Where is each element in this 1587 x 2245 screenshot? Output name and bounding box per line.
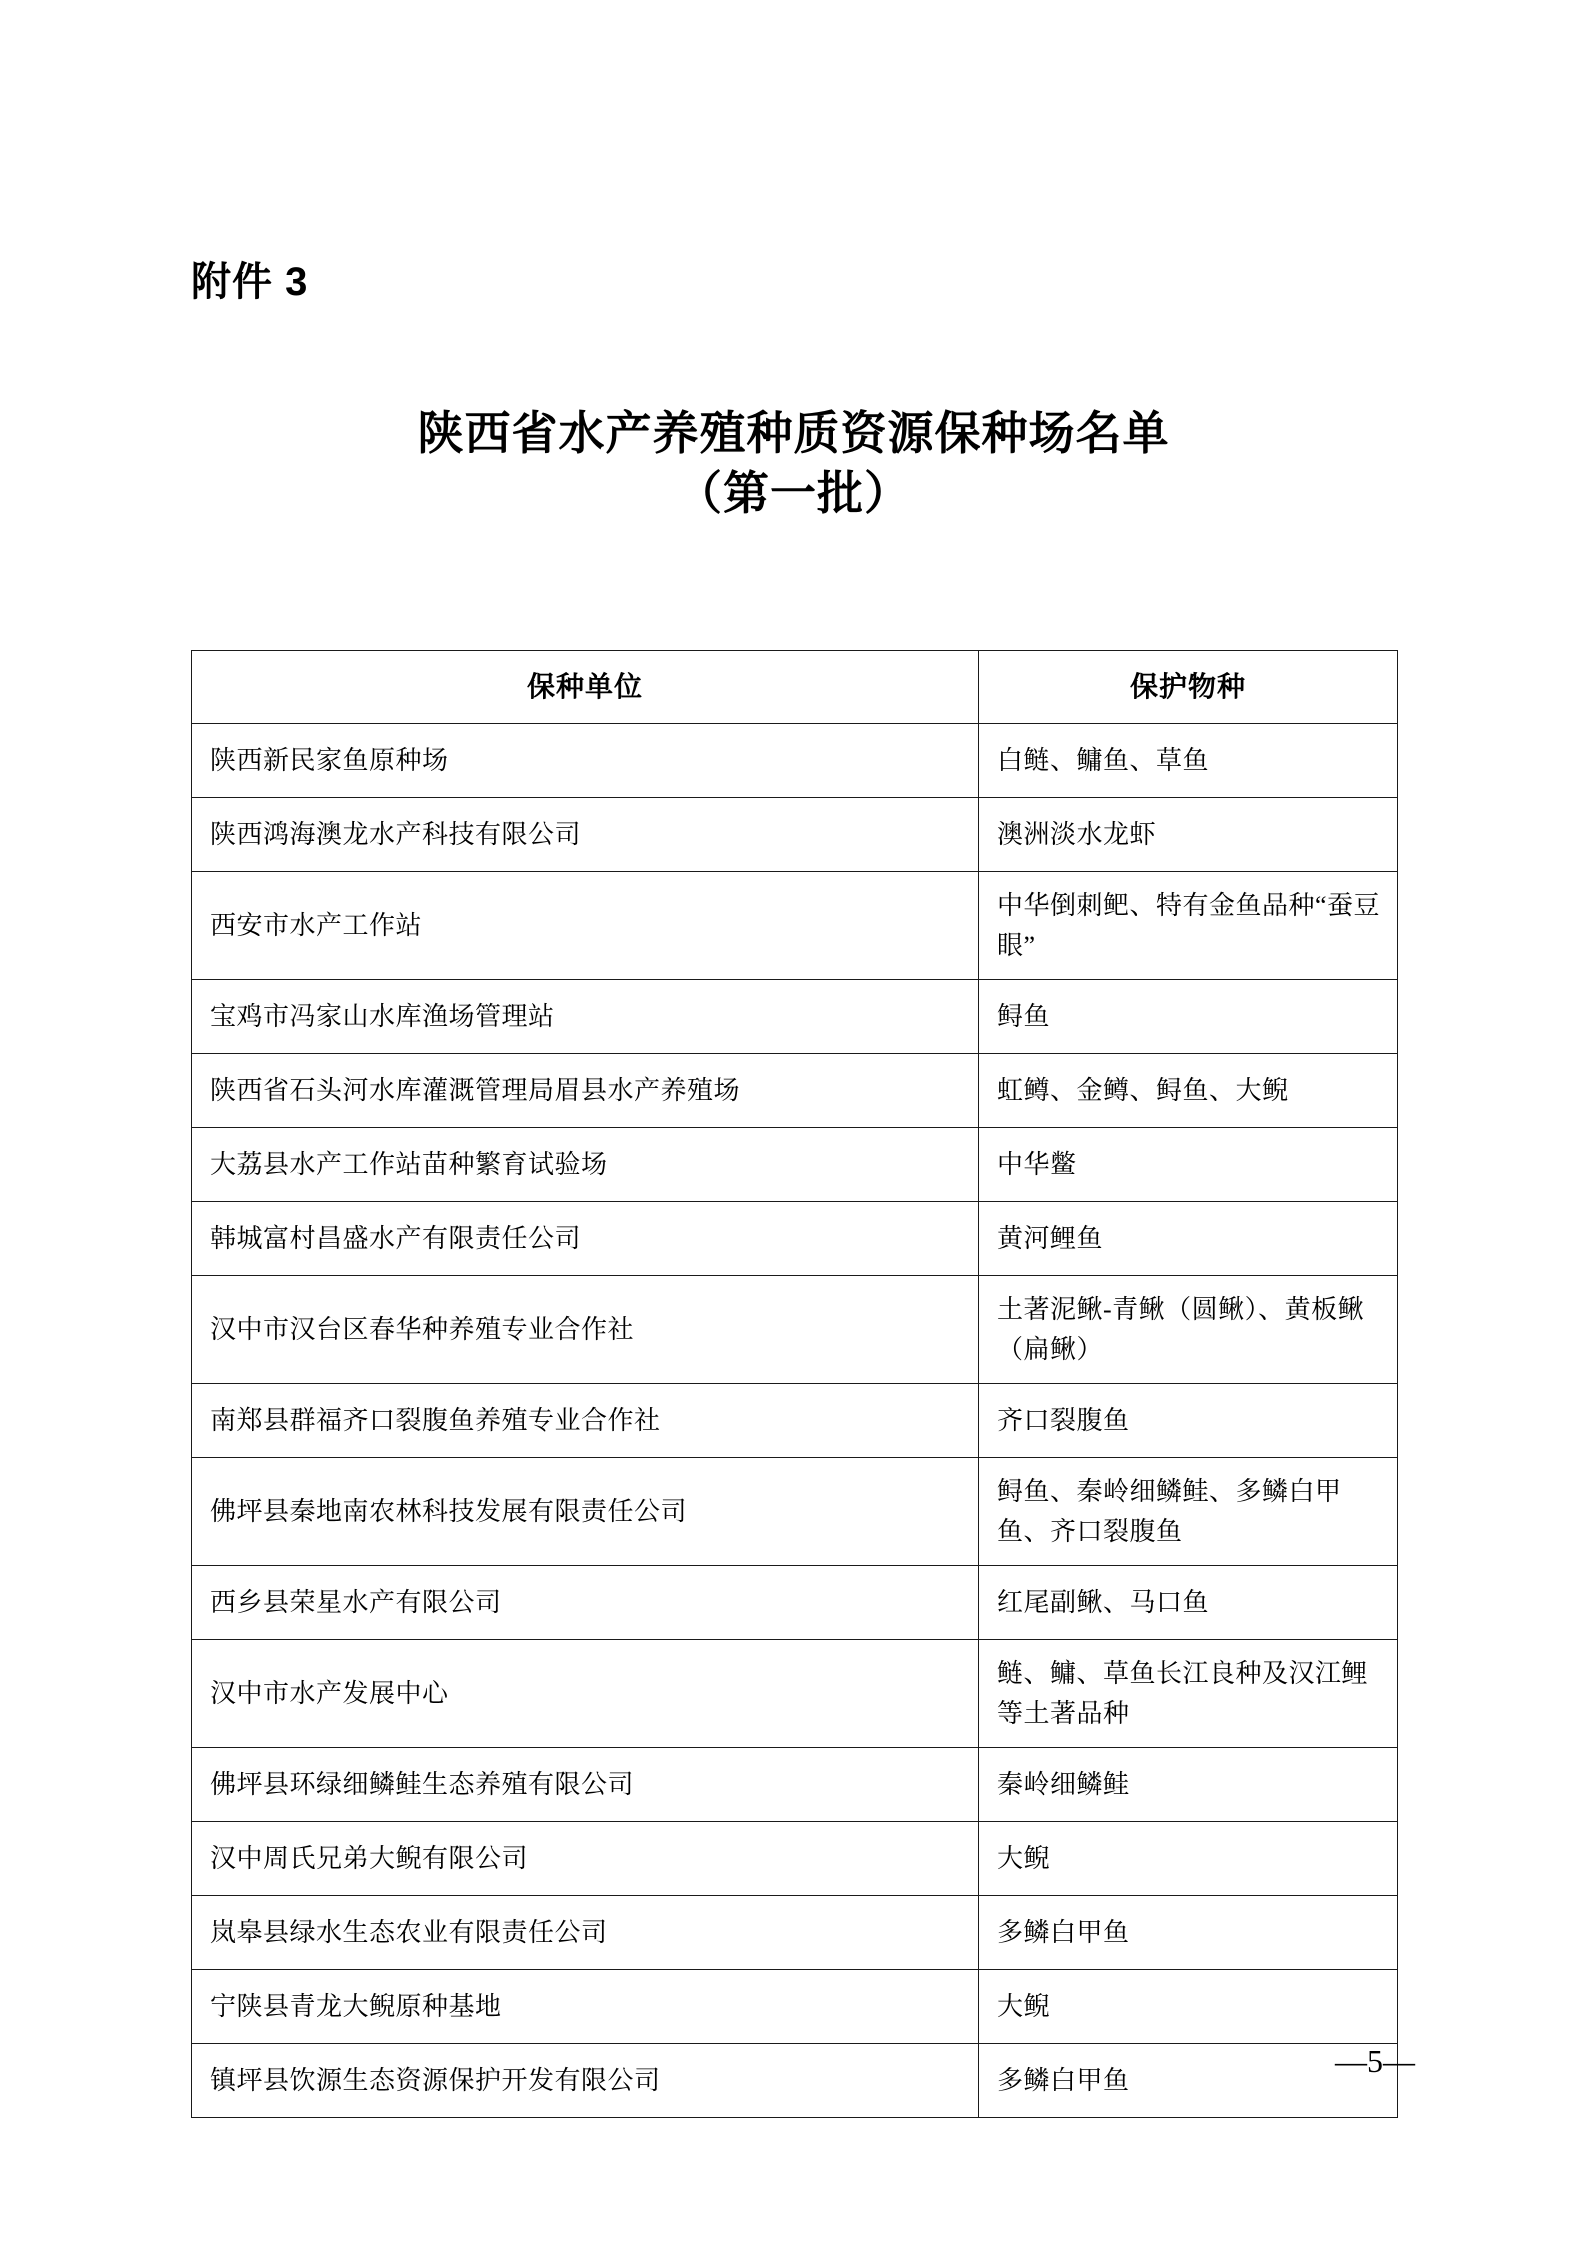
cell-species — [979, 1748, 1398, 1822]
cell-species-text: 黄河鲤鱼 — [997, 1223, 1104, 1253]
cell-unit-text: 宝鸡市冯家山水库渔场管理站 — [210, 1001, 555, 1031]
table-row — [192, 1566, 1398, 1640]
cell-species — [979, 798, 1398, 872]
cell-species-text: 澳洲淡水龙虾 — [997, 819, 1157, 849]
cell-species-text: 大鲵 — [997, 1843, 1051, 1873]
table-row — [192, 1202, 1398, 1276]
table-row — [192, 1054, 1398, 1128]
cell-unit-text: 镇坪县饮源生态资源保护开发有限公司 — [210, 2065, 661, 2095]
cell-unit — [192, 1128, 979, 1202]
cell-unit-text: 宁陕县青龙大鲵原种基地 — [210, 1991, 502, 2021]
cell-unit — [192, 980, 979, 1054]
cell-unit — [192, 1822, 979, 1896]
cell-unit-text: 陕西鸿海澳龙水产科技有限公司 — [210, 819, 582, 849]
cell-species-text: 鲟鱼 — [997, 1001, 1051, 1031]
cell-species — [979, 1458, 1398, 1566]
cell-unit — [192, 724, 979, 798]
cell-unit-text: 汉中周氏兄弟大鲵有限公司 — [210, 1843, 529, 1873]
page-title-line-2: （第一批） — [676, 466, 911, 519]
cell-unit-text: 佛坪县秦地南农林科技发展有限责任公司 — [210, 1496, 688, 1526]
cell-unit-text: 陕西新民家鱼原种场 — [210, 745, 449, 775]
cell-unit-text: 西安市水产工作站 — [210, 910, 423, 940]
cell-species-text: 大鲵 — [997, 1991, 1051, 2021]
cell-species — [979, 1896, 1398, 1970]
cell-unit-text: 韩城富村昌盛水产有限责任公司 — [210, 1223, 582, 1253]
column-header-species: 保护物种 — [979, 651, 1398, 724]
cell-unit-text: 西乡县荣星水产有限公司 — [210, 1587, 502, 1617]
cell-unit — [192, 1384, 979, 1458]
cell-unit — [192, 1276, 979, 1384]
table-row — [192, 1640, 1398, 1748]
cell-unit — [192, 1748, 979, 1822]
page-number: —5— — [1335, 2043, 1415, 2079]
cell-unit — [192, 1566, 979, 1640]
cell-unit — [192, 1202, 979, 1276]
cell-species — [979, 1970, 1398, 2044]
cell-species — [979, 1202, 1398, 1276]
table-row — [192, 1384, 1398, 1458]
cell-unit — [192, 1896, 979, 1970]
cell-unit-text: 南郑县群福齐口裂腹鱼养殖专业合作社 — [210, 1405, 661, 1435]
cell-species-text: 多鳞白甲鱼 — [997, 1917, 1130, 1947]
table-row — [192, 1276, 1398, 1384]
cell-species-text: 鲢、鳙、草鱼长江良种及汉江鲤等土著品种 — [997, 1659, 1369, 1728]
cell-species — [979, 724, 1398, 798]
page-title — [0, 404, 1587, 524]
breeding-farm-table — [191, 650, 1398, 2118]
cell-species — [979, 1566, 1398, 1640]
table-row — [192, 1748, 1398, 1822]
cell-species-text: 多鳞白甲鱼 — [997, 2065, 1130, 2095]
breeding-farm-table-container — [191, 650, 1397, 2118]
cell-unit-text: 汉中市水产发展中心 — [210, 1678, 449, 1708]
cell-unit — [192, 1054, 979, 1128]
cell-species-text: 鲟鱼、秦岭细鳞鲑、多鳞白甲鱼、齐口裂腹鱼 — [997, 1477, 1342, 1546]
cell-species-text: 土著泥鳅-青鳅（圆鳅）、黄板鳅（扁鳅） — [997, 1295, 1365, 1364]
cell-unit — [192, 1970, 979, 2044]
table-body — [192, 724, 1398, 2118]
table-row — [192, 798, 1398, 872]
cell-unit — [192, 798, 979, 872]
cell-species-text: 齐口裂腹鱼 — [997, 1405, 1130, 1435]
cell-unit — [192, 872, 979, 980]
table-row — [192, 872, 1398, 980]
table-row — [192, 1128, 1398, 1202]
cell-species — [979, 1128, 1398, 1202]
attachment-label: 附件 3 — [191, 260, 309, 304]
cell-species — [979, 1054, 1398, 1128]
cell-species-text: 白鲢、鳙鱼、草鱼 — [997, 745, 1210, 775]
cell-unit — [192, 1458, 979, 1566]
cell-species — [979, 1822, 1398, 1896]
column-header-unit: 保种单位 — [192, 651, 979, 724]
page-title-line-1: 陕西省水产养殖种质资源保种场名单 — [417, 407, 1170, 459]
cell-species — [979, 980, 1398, 1054]
cell-species-text: 红尾副鳅、马口鱼 — [997, 1587, 1210, 1617]
cell-species — [979, 872, 1398, 980]
cell-unit-text: 大荔县水产工作站苗种繁育试验场 — [210, 1149, 608, 1179]
cell-species — [979, 1384, 1398, 1458]
cell-unit-text: 汉中市汉台区春华种养殖专业合作社 — [210, 1314, 635, 1344]
table-row — [192, 1458, 1398, 1566]
table-row — [192, 724, 1398, 798]
table-row — [192, 1970, 1398, 2044]
cell-species-text: 秦岭细鳞鲑 — [997, 1769, 1130, 1799]
cell-species — [979, 1276, 1398, 1384]
table-header — [192, 651, 1398, 724]
cell-species — [979, 1640, 1398, 1748]
cell-species-text: 中华倒刺鲃、特有金鱼品种“蚕豆眼” — [997, 891, 1381, 960]
cell-species-text: 中华鳖 — [997, 1149, 1077, 1179]
cell-unit-text: 岚皋县绿水生态农业有限责任公司 — [210, 1917, 608, 1947]
table-row — [192, 1822, 1398, 1896]
cell-unit — [192, 1640, 979, 1748]
table-row — [192, 980, 1398, 1054]
cell-unit-text: 陕西省石头河水库灌溉管理局眉县水产养殖场 — [210, 1075, 741, 1105]
cell-species-text: 虹鳟、金鳟、鲟鱼、大鲵 — [997, 1075, 1289, 1105]
table-header-row — [192, 651, 1398, 724]
table-row — [192, 1896, 1398, 1970]
cell-unit-text: 佛坪县环绿细鳞鲑生态养殖有限公司 — [210, 1769, 635, 1799]
